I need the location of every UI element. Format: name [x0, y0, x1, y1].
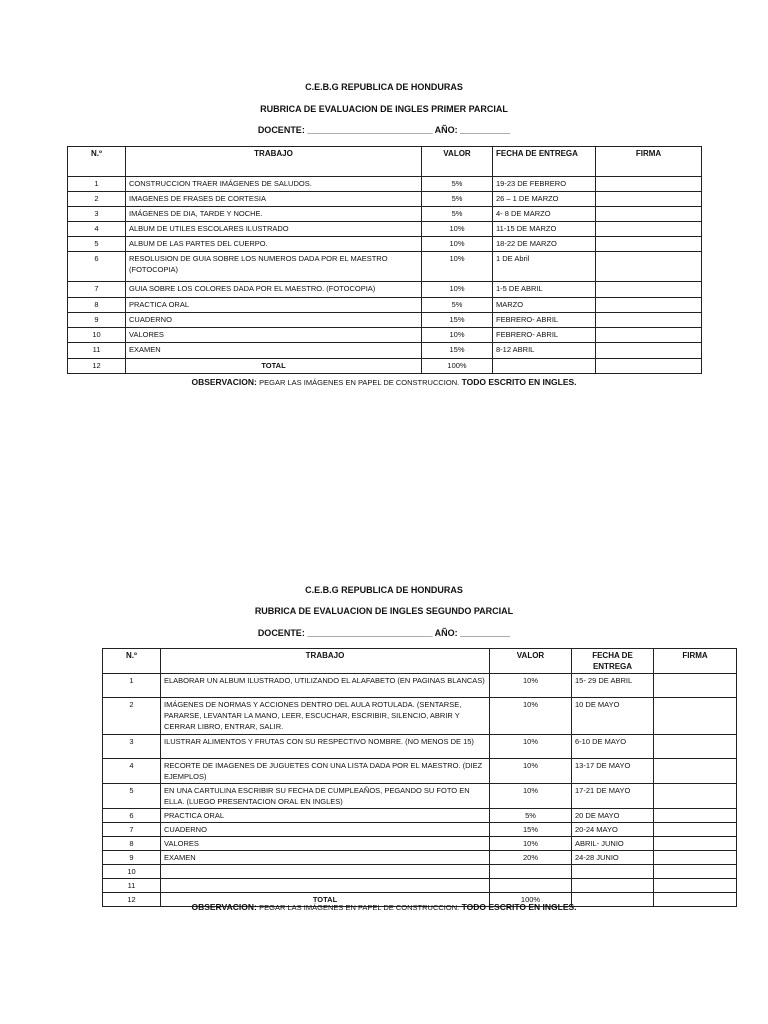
row-fecha: 8-12 ABRIL — [493, 343, 596, 359]
row-fecha: 26 – 1 DE MARZO — [493, 192, 596, 207]
table-header-row — [103, 649, 737, 674]
row-valor: 5% — [422, 177, 493, 192]
row-firma — [654, 674, 737, 698]
header-valor: VALOR — [490, 649, 572, 674]
header-trabajo: TRABAJO — [161, 649, 490, 674]
row-trabajo: ILUSTRAR ALIMENTOS Y FRUTAS CON SU RESPECTIVO NOMBRE. (NO MENOS DE 15) — [161, 735, 490, 759]
table-row — [103, 674, 737, 698]
row-number: 11 — [68, 343, 126, 359]
row-valor: 10% — [422, 282, 493, 298]
row-firma — [596, 328, 702, 343]
row-valor: 10% — [422, 237, 493, 252]
row-fecha: 4- 8 DE MARZO — [493, 207, 596, 222]
table-row — [68, 313, 702, 328]
row-firma — [596, 192, 702, 207]
row-valor: 100% — [490, 893, 572, 907]
row-firma — [654, 865, 737, 879]
docente-line: DOCENTE: _________________________ AÑO: __________ — [257, 628, 511, 638]
row-number: 6 — [68, 252, 126, 282]
row-trabajo: EN UNA CARTULINA ESCRIBIR SU FECHA DE CUMPLEAÑOS, PEGANDO SU FOTO EN ELLA. (LUEGO PRESENTACION ORAL EN INGLES) — [161, 784, 490, 809]
row-fecha: 10 DE MAYO — [572, 698, 654, 735]
row-number: 11 — [103, 879, 161, 893]
row-valor: 20% — [490, 851, 572, 865]
table-row — [103, 698, 737, 735]
row-trabajo: VALORES — [126, 328, 422, 343]
row-trabajo: CUADERNO — [161, 823, 490, 837]
row-valor: 5% — [422, 298, 493, 313]
row-firma — [596, 359, 702, 374]
table-row — [68, 192, 702, 207]
row-trabajo: IMAGENES DE FRASES DE CORTESIA — [126, 192, 422, 207]
observation-bold: TODO ESCRITO EN INGLES. — [461, 902, 577, 912]
table-row — [68, 328, 702, 343]
table-row — [68, 282, 702, 298]
row-trabajo — [161, 865, 490, 879]
row-firma — [596, 282, 702, 298]
row-trabajo — [161, 879, 490, 893]
row-valor: 15% — [422, 313, 493, 328]
row-trabajo: EXAMEN — [161, 851, 490, 865]
table-row — [68, 177, 702, 192]
observation-text: PEGAR LAS IMÁGENES EN PAPEL DE CONSTRUCCION. — [259, 903, 460, 912]
row-valor: 10% — [490, 674, 572, 698]
row-valor: 10% — [490, 735, 572, 759]
row-firma — [654, 823, 737, 837]
row-trabajo: CONSTRUCCION TRAER IMÁGENES DE SALUDOS. — [126, 177, 422, 192]
row-trabajo: TOTAL — [126, 359, 422, 374]
table-row — [103, 784, 737, 809]
table-row — [68, 298, 702, 313]
header-firma: FIRMA — [654, 649, 737, 674]
table-row — [68, 207, 702, 222]
row-number: 4 — [68, 222, 126, 237]
rubric-table — [102, 648, 737, 907]
table-row — [68, 252, 702, 282]
row-fecha: FEBRERO- ABRIL — [493, 328, 596, 343]
row-valor: 10% — [422, 222, 493, 237]
observation-label: OBSERVACION: — [191, 377, 257, 387]
row-number: 10 — [103, 865, 161, 879]
row-firma — [654, 698, 737, 735]
row-trabajo: CUADERNO — [126, 313, 422, 328]
school-name: C.E.B.G REPUBLICA DE HONDURAS — [305, 585, 463, 595]
table-row — [103, 759, 737, 784]
rubric-title: RUBRICA DE EVALUACION DE INGLES PRIMER PARCIAL — [260, 104, 508, 114]
row-number: 9 — [68, 313, 126, 328]
row-trabajo: PRACTICA ORAL — [161, 809, 490, 823]
table-row — [103, 735, 737, 759]
row-fecha: 18-22 DE MARZO — [493, 237, 596, 252]
row-number: 2 — [103, 698, 161, 735]
row-fecha: 17-21 DE MAYO — [572, 784, 654, 809]
row-firma — [596, 252, 702, 282]
row-fecha — [572, 879, 654, 893]
row-number: 8 — [103, 837, 161, 851]
row-fecha: ABRIL- JUNIO — [572, 837, 654, 851]
row-trabajo: GUIA SOBRE LOS COLORES DADA POR EL MAESTRO. (FOTOCOPIA) — [126, 282, 422, 298]
row-number: 5 — [68, 237, 126, 252]
row-firma — [596, 313, 702, 328]
row-trabajo: RESOLUSION DE GUIA SOBRE LOS NUMEROS DADA POR EL MAESTRO (FOTOCOPIA) — [126, 252, 422, 282]
row-trabajo: IMÁGENES DE DIA, TARDE Y NOCHE. — [126, 207, 422, 222]
table-row — [68, 343, 702, 359]
row-number: 3 — [103, 735, 161, 759]
row-valor: 15% — [422, 343, 493, 359]
row-firma — [654, 879, 737, 893]
row-number: 7 — [68, 282, 126, 298]
observation-label: OBSERVACION: — [191, 902, 257, 912]
row-valor — [490, 879, 572, 893]
row-valor: 10% — [422, 252, 493, 282]
row-valor: 15% — [490, 823, 572, 837]
row-fecha: 1-5 DE ABRIL — [493, 282, 596, 298]
row-valor: 10% — [490, 759, 572, 784]
row-fecha: FEBRERO- ABRIL — [493, 313, 596, 328]
header-num: N.º — [103, 649, 161, 674]
header-fecha: FECHA DE ENTREGA — [493, 147, 596, 177]
rubric-title: RUBRICA DE EVALUACION DE INGLES SEGUNDO PARCIAL — [254, 606, 514, 616]
observation-note — [0, 902, 768, 912]
row-number: 1 — [68, 177, 126, 192]
row-firma — [596, 298, 702, 313]
row-firma — [596, 222, 702, 237]
row-trabajo: EXAMEN — [126, 343, 422, 359]
observation-bold: TODO ESCRITO EN INGLES. — [461, 377, 577, 387]
row-trabajo: PRACTICA ORAL — [126, 298, 422, 313]
row-firma — [654, 759, 737, 784]
row-trabajo: TOTAL — [161, 893, 490, 907]
row-fecha — [493, 359, 596, 374]
row-fecha: 11-15 DE MARZO — [493, 222, 596, 237]
table-row — [68, 222, 702, 237]
row-trabajo: ALBUM DE LAS PARTES DEL CUERPO. — [126, 237, 422, 252]
row-firma — [654, 851, 737, 865]
row-fecha: 13-17 DE MAYO — [572, 759, 654, 784]
row-number: 6 — [103, 809, 161, 823]
table-header-row — [68, 147, 702, 177]
header-num: N.º — [68, 147, 126, 177]
row-fecha: 6-10 DE MAYO — [572, 735, 654, 759]
header-valor: VALOR — [422, 147, 493, 177]
row-fecha: MARZO — [493, 298, 596, 313]
row-valor: 5% — [490, 809, 572, 823]
row-firma — [654, 735, 737, 759]
row-number: 12 — [103, 893, 161, 907]
table-row — [103, 823, 737, 837]
row-number: 4 — [103, 759, 161, 784]
table-row — [103, 851, 737, 865]
observation-note — [0, 377, 768, 387]
row-number: 10 — [68, 328, 126, 343]
row-number: 12 — [68, 359, 126, 374]
table-row — [103, 837, 737, 851]
row-valor — [490, 865, 572, 879]
row-valor: 10% — [490, 698, 572, 735]
row-valor: 10% — [490, 784, 572, 809]
header-fecha: FECHA DE ENTREGA — [572, 649, 654, 674]
row-fecha: 15- 29 DE ABRIL — [572, 674, 654, 698]
row-trabajo: ALBUM DE UTILES ESCOLARES ILUSTRADO — [126, 222, 422, 237]
row-valor: 5% — [422, 207, 493, 222]
row-fecha: 19-23 DE FEBRERO — [493, 177, 596, 192]
row-trabajo: ELABORAR UN ALBUM ILUSTRADO, UTILIZANDO EL ALAFABETO (EN PAGINAS BLANCAS) — [161, 674, 490, 698]
row-firma — [654, 809, 737, 823]
rubric-table — [67, 146, 702, 374]
row-valor: 5% — [422, 192, 493, 207]
header-trabajo: TRABAJO — [126, 147, 422, 177]
row-firma — [654, 784, 737, 809]
row-fecha: 1 DE Abril — [493, 252, 596, 282]
row-firma — [654, 837, 737, 851]
row-number: 2 — [68, 192, 126, 207]
row-number: 3 — [68, 207, 126, 222]
header-firma: FIRMA — [596, 147, 702, 177]
table-row — [103, 809, 737, 823]
table-row — [103, 865, 737, 879]
row-firma — [596, 207, 702, 222]
row-trabajo: RECORTE DE IMAGENES DE JUGUETES CON UNA LISTA DADA POR EL MAESTRO. (DIEZ EJEMPLOS) — [161, 759, 490, 784]
row-valor: 10% — [422, 328, 493, 343]
row-firma — [596, 237, 702, 252]
row-firma — [596, 177, 702, 192]
row-fecha: 20 DE MAYO — [572, 809, 654, 823]
row-fecha: 24-28 JUNIO — [572, 851, 654, 865]
row-number: 8 — [68, 298, 126, 313]
row-fecha: 20-24 MAYO — [572, 823, 654, 837]
row-valor: 10% — [490, 837, 572, 851]
row-number: 5 — [103, 784, 161, 809]
row-trabajo: VALORES — [161, 837, 490, 851]
row-trabajo: IMÁGENES DE NORMAS Y ACCIONES DENTRO DEL AULA ROTULADA. (SENTARSE, PARARSE, LEVANTAR LA MANO, LEER, ESCUCHAR, ESCRIBIR, SILENCIO, ABRIR Y CERRAR LIBRO, ENTRAR, SALIR. — [161, 698, 490, 735]
table-row — [103, 879, 737, 893]
school-name: C.E.B.G REPUBLICA DE HONDURAS — [305, 82, 463, 92]
row-number: 1 — [103, 674, 161, 698]
row-fecha — [572, 865, 654, 879]
table-row — [68, 359, 702, 374]
row-firma — [596, 343, 702, 359]
row-valor: 100% — [422, 359, 493, 374]
row-number: 9 — [103, 851, 161, 865]
row-number: 7 — [103, 823, 161, 837]
table-row — [68, 237, 702, 252]
observation-text: PEGAR LAS IMÁGENES EN PAPEL DE CONSTRUCCION. — [259, 378, 460, 387]
docente-line: DOCENTE: _________________________ AÑO: __________ — [257, 125, 511, 135]
